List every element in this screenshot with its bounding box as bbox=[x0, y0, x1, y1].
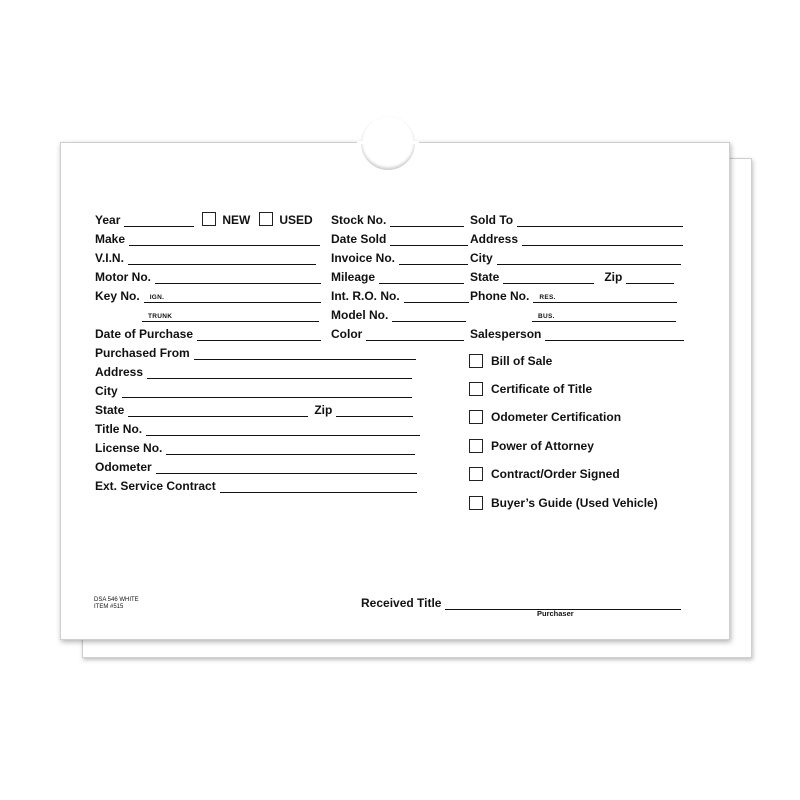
power-of-attorney-checkbox[interactable] bbox=[469, 439, 483, 453]
seller-address-label: Address bbox=[95, 365, 144, 379]
checklist-item[interactable] bbox=[469, 410, 621, 424]
int-ro-no-row bbox=[331, 285, 469, 303]
title-no-field[interactable] bbox=[146, 421, 420, 436]
trunk-row bbox=[142, 304, 319, 322]
seller-address-field[interactable] bbox=[147, 364, 412, 379]
invoice-no-field[interactable] bbox=[399, 250, 468, 265]
checklist-item[interactable] bbox=[469, 496, 658, 510]
license-no-field[interactable] bbox=[166, 440, 415, 455]
certificate-of-title-checkbox[interactable] bbox=[469, 382, 483, 396]
buyer-state-row bbox=[470, 266, 674, 284]
invoice-no-row bbox=[331, 247, 468, 265]
ext-service-contract-row bbox=[95, 475, 417, 493]
phone-no-label: Phone No. bbox=[470, 289, 530, 303]
used-checkbox[interactable] bbox=[259, 212, 273, 226]
received-title-field[interactable] bbox=[445, 595, 681, 610]
date-of-purchase-label: Date of Purchase bbox=[95, 327, 194, 341]
seller-zip-label: Zip bbox=[314, 403, 333, 417]
used-label: USED bbox=[279, 213, 313, 227]
new-label: NEW bbox=[222, 213, 251, 227]
buyer-state-label: State bbox=[470, 270, 500, 284]
seller-city-field[interactable] bbox=[122, 383, 412, 398]
mileage-label: Mileage bbox=[331, 270, 376, 284]
bill-of-sale-checkbox[interactable] bbox=[469, 354, 483, 368]
key-ign-field[interactable] bbox=[144, 288, 321, 303]
vin-label: V.I.N. bbox=[95, 251, 124, 265]
phone-res-field[interactable] bbox=[533, 288, 677, 303]
checklist-item[interactable] bbox=[469, 467, 620, 481]
make-field[interactable] bbox=[129, 231, 320, 246]
checklist-item[interactable] bbox=[469, 354, 552, 368]
make-label: Make bbox=[95, 232, 126, 246]
seller-state-row bbox=[95, 399, 413, 417]
license-no-row bbox=[95, 437, 415, 455]
int-ro-no-label: Int. R.O. No. bbox=[331, 289, 400, 303]
res-label: RES. bbox=[539, 294, 556, 301]
odometer-label: Odometer bbox=[95, 460, 152, 474]
seller-city-row bbox=[95, 380, 412, 398]
checklist-item-label: Odometer Certification bbox=[491, 410, 622, 424]
model-no-label: Model No. bbox=[331, 308, 389, 322]
mileage-field[interactable] bbox=[379, 269, 464, 284]
purchaser-caption: Purchaser bbox=[537, 609, 574, 618]
sold-to-row bbox=[470, 209, 683, 227]
salesperson-row bbox=[470, 323, 684, 341]
vin-row bbox=[95, 247, 316, 265]
key-no-label: Key No. bbox=[95, 289, 140, 303]
buyer-city-row bbox=[470, 247, 681, 265]
contract-order-signed-checkbox[interactable] bbox=[469, 467, 483, 481]
date-sold-label: Date Sold bbox=[331, 232, 387, 246]
odometer-row bbox=[95, 456, 417, 474]
bus-label: BUS. bbox=[538, 313, 555, 320]
salesperson-field[interactable] bbox=[545, 326, 684, 341]
color-row bbox=[331, 323, 464, 341]
form-code-line-1: DSA 546 WHITE bbox=[94, 597, 139, 603]
checklist-item[interactable] bbox=[469, 382, 592, 396]
year-label: Year bbox=[95, 213, 121, 227]
phone-no-row bbox=[470, 285, 677, 303]
checklist-item-label: Power of Attorney bbox=[491, 439, 594, 453]
key-trunk-field[interactable] bbox=[142, 307, 319, 322]
received-title-row bbox=[361, 592, 681, 610]
mileage-row bbox=[331, 266, 464, 284]
date-of-purchase-field[interactable] bbox=[197, 326, 321, 341]
stock-no-label: Stock No. bbox=[331, 213, 387, 227]
invoice-no-label: Invoice No. bbox=[331, 251, 396, 265]
checklist-item[interactable] bbox=[469, 439, 594, 453]
date-sold-field[interactable] bbox=[390, 231, 468, 246]
checklist-item-label: Certificate of Title bbox=[491, 382, 593, 396]
received-title-label: Received Title bbox=[361, 596, 442, 610]
buyer-city-field[interactable] bbox=[497, 250, 681, 265]
seller-state-field[interactable] bbox=[128, 402, 308, 417]
seller-city-label: City bbox=[95, 384, 118, 398]
sold-to-label: Sold To bbox=[470, 213, 514, 227]
stock-no-field[interactable] bbox=[390, 212, 464, 227]
make-row bbox=[95, 228, 320, 246]
checklist-item-label: Contract/Order Signed bbox=[491, 467, 620, 481]
int-ro-no-field[interactable] bbox=[404, 288, 469, 303]
purchased-from-label: Purchased From bbox=[95, 346, 190, 360]
motor-no-field[interactable] bbox=[155, 269, 321, 284]
license-no-label: License No. bbox=[95, 441, 163, 455]
deal-envelope-form bbox=[60, 142, 730, 640]
buyer-address-label: Address bbox=[470, 232, 519, 246]
sold-to-field[interactable] bbox=[517, 212, 683, 227]
purchased-from-field[interactable] bbox=[194, 345, 416, 360]
bus-row bbox=[532, 304, 676, 322]
buyer-address-field[interactable] bbox=[522, 231, 683, 246]
new-checkbox[interactable] bbox=[202, 212, 216, 226]
checklist-item-label: Bill of Sale bbox=[491, 354, 553, 368]
odometer-field[interactable] bbox=[156, 459, 417, 474]
seller-zip-field[interactable] bbox=[336, 402, 413, 417]
title-no-row bbox=[95, 418, 420, 436]
year-field[interactable] bbox=[124, 212, 194, 227]
ext-service-contract-field[interactable] bbox=[220, 478, 417, 493]
key-no-row bbox=[95, 285, 321, 303]
date-of-purchase-row bbox=[95, 323, 321, 341]
date-sold-row bbox=[331, 228, 468, 246]
buyer-state-field[interactable] bbox=[503, 269, 594, 284]
ext-service-contract-label: Ext. Service Contract bbox=[95, 479, 216, 493]
phone-bus-field[interactable] bbox=[532, 307, 676, 322]
stock-no-row bbox=[331, 209, 464, 227]
model-no-field[interactable] bbox=[392, 307, 466, 322]
seller-state-label: State bbox=[95, 403, 125, 417]
form-code-line-2: ITEM #515 bbox=[94, 604, 124, 610]
checklist-item-label: Buyer’s Guide (Used Vehicle) bbox=[491, 496, 658, 510]
buyer-address-row bbox=[470, 228, 683, 246]
year-row bbox=[95, 209, 313, 227]
motor-no-row bbox=[95, 266, 321, 284]
color-field[interactable] bbox=[366, 326, 464, 341]
color-label: Color bbox=[331, 327, 363, 341]
buyer-zip-label: Zip bbox=[604, 270, 623, 284]
title-no-label: Title No. bbox=[95, 422, 143, 436]
odometer-certification-checkbox[interactable] bbox=[469, 410, 483, 424]
trunk-label: TRUNK bbox=[148, 313, 173, 320]
buyer-city-label: City bbox=[470, 251, 493, 265]
buyers-guide-checkbox[interactable] bbox=[469, 496, 483, 510]
salesperson-label: Salesperson bbox=[470, 327, 542, 341]
purchased-from-row bbox=[95, 342, 416, 360]
buyer-zip-field[interactable] bbox=[626, 269, 674, 284]
motor-no-label: Motor No. bbox=[95, 270, 151, 284]
ign-label: IGN. bbox=[149, 294, 165, 301]
seller-address-row bbox=[95, 361, 412, 379]
model-no-row bbox=[331, 304, 466, 322]
vin-field[interactable] bbox=[128, 250, 316, 265]
